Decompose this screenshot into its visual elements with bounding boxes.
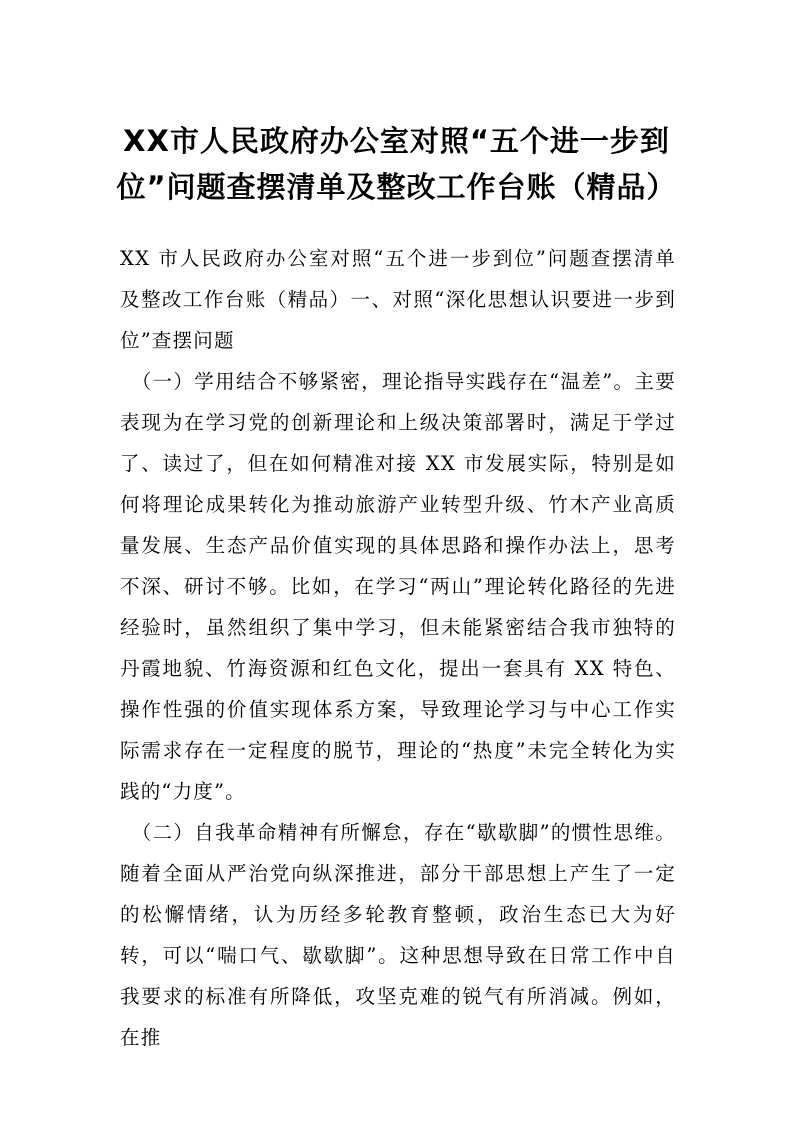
document-title: XX市人民政府办公室对照“五个进一步到位”问题查摆清单及整改工作台账（精品） xyxy=(116,124,677,204)
paragraph-intro: XX 市人民政府办公室对照“五个进一步到位”问题查摆清单及整改工作台账（精品）一、对照“深化思想认识要进一步到位”查摆问题 xyxy=(120,247,676,352)
paragraph-section-2: （二）自我革命精神有所懈怠，存在“歇歇脚”的惯性思维。随着全面从严治党向纵深推进，部分干部思想上产生了一定的松懈情绪，认为历经多轮教育整顿，政治生态已大为好转，可以“喘口气、歇歇脚”。这种思想导致在日常工作中自我要求的标准有所降低，攻坚克难的锐气有所消减。例如，在推 xyxy=(120,821,676,1049)
document-body xyxy=(120,238,676,1058)
paragraph-section-1: （一）学用结合不够紧密，理论指导实践存在“温差”。主要表现为在学习党的创新理论和上级决策部署时，满足于学过了、读过了，但在如何精准对接 XX 市发展实际，特别是如何将理论成果转化为推动旅游产业转型升级、竹木产业高质量发展、生态产品价值实现的具体思路和操作办法上，思考不深、研讨不够。比如，在学习“两山”理论转化路径的先进经验时，虽然组织了集中学习，但未能紧密结合我市独特的丹霞地貌、竹海资源和红色文化，提出一套具有 XX 特色、操作性强的价值实现体系方案，导致理论学习与中心工作实际需求存在一定程度的脱节，理论的“热度”未完全转化为实践的“力度”。 xyxy=(120,370,676,803)
